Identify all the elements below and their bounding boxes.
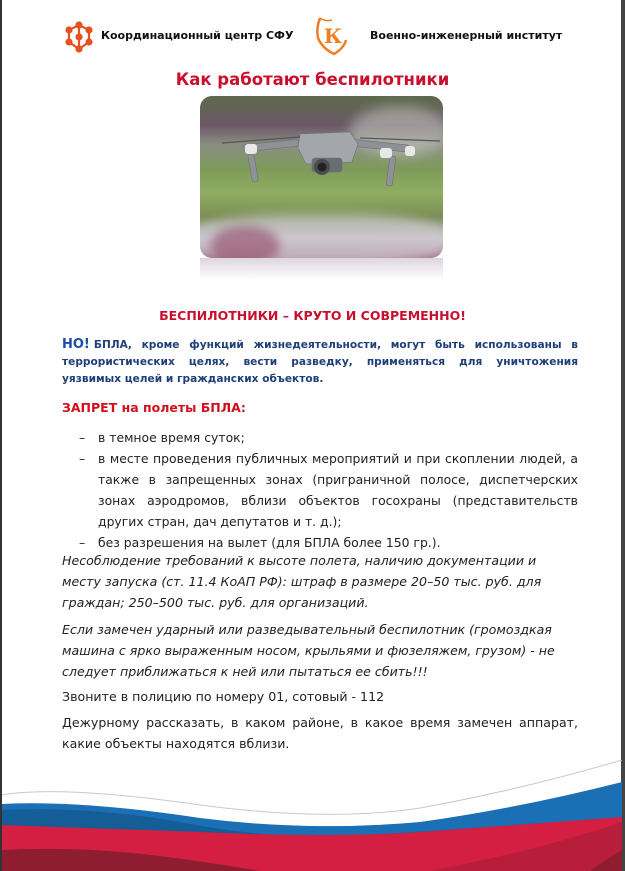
- drone-photo: [200, 96, 443, 258]
- shield-logo-letter: К: [323, 24, 343, 48]
- header: [62, 18, 562, 58]
- page-title: Как работают беспилотники: [175, 70, 450, 89]
- list-item-text: в месте проведения публичных мероприятий и при скоплении людей, а также в запрещенных зонах (приграничной полосе, диспетчерских зонах аэродромов, вблизи объектов госохраны (представительств других стран, дач депутатов и т. д.);: [98, 451, 578, 529]
- call-police-text: Звоните в полицию по номеру 01, сотовый - 112: [62, 689, 385, 704]
- drone-image: [200, 96, 443, 258]
- strike-drone-paragraph: Если замечен ударный или разведывательный беспилотник (громоздкая машина с ярко выраженным носом, крыльями и фюзеляжем, грузом) - не следует приближаться к ней или пытаться ее сбить!!!: [62, 622, 555, 679]
- photo-reflection: [200, 258, 443, 290]
- dash-bullet: –: [79, 535, 86, 550]
- list-item-text: в темное время суток;: [98, 430, 245, 445]
- org-right-name: Военно-инженерный институт: [370, 29, 563, 42]
- list-item-text: без разрешения на вылет (для БПЛА более 150 гр.).: [98, 535, 441, 550]
- list-item: [62, 448, 578, 532]
- dash-bullet: –: [79, 430, 86, 445]
- shield-logo-icon: [314, 14, 350, 56]
- section-subtitle: БЕСПИЛОТНИКИ – КРУТО И СОВРЕМЕННО!: [159, 308, 466, 323]
- report-paragraph: Дежурному рассказать, в каком районе, в какое время замечен аппарат, какие объекты находятся вблизи.: [62, 715, 578, 751]
- fine-paragraph: Несоблюдение требований к высоте полета, наличию документации и месту запуска (ст. 11.4 КоАП РФ): штраф в размере 20–50 тыс. руб. для граждан; 250–500 тыс. руб. для организаций.: [62, 553, 542, 610]
- page-border-left: [0, 0, 2, 871]
- org-left-name: Координационный центр СФУ: [101, 29, 294, 42]
- ban-heading: ЗАПРЕТ на полеты БПЛА:: [62, 400, 246, 415]
- network-logo-icon: [62, 20, 96, 54]
- flag-wave-decoration: [0, 760, 625, 871]
- ban-list: [62, 427, 578, 553]
- warning-paragraph: [62, 336, 578, 388]
- warning-lead: НО!: [62, 337, 90, 352]
- page-border-right: [621, 0, 625, 871]
- list-item: [62, 427, 578, 448]
- dash-bullet: –: [79, 451, 86, 466]
- warning-text: БПЛА, кроме функций жизнедеятельности, могут быть использованы в террористических целях, вести разведку, применяться для уничтожения уязвимых целей и гражданских объектов.: [62, 339, 578, 385]
